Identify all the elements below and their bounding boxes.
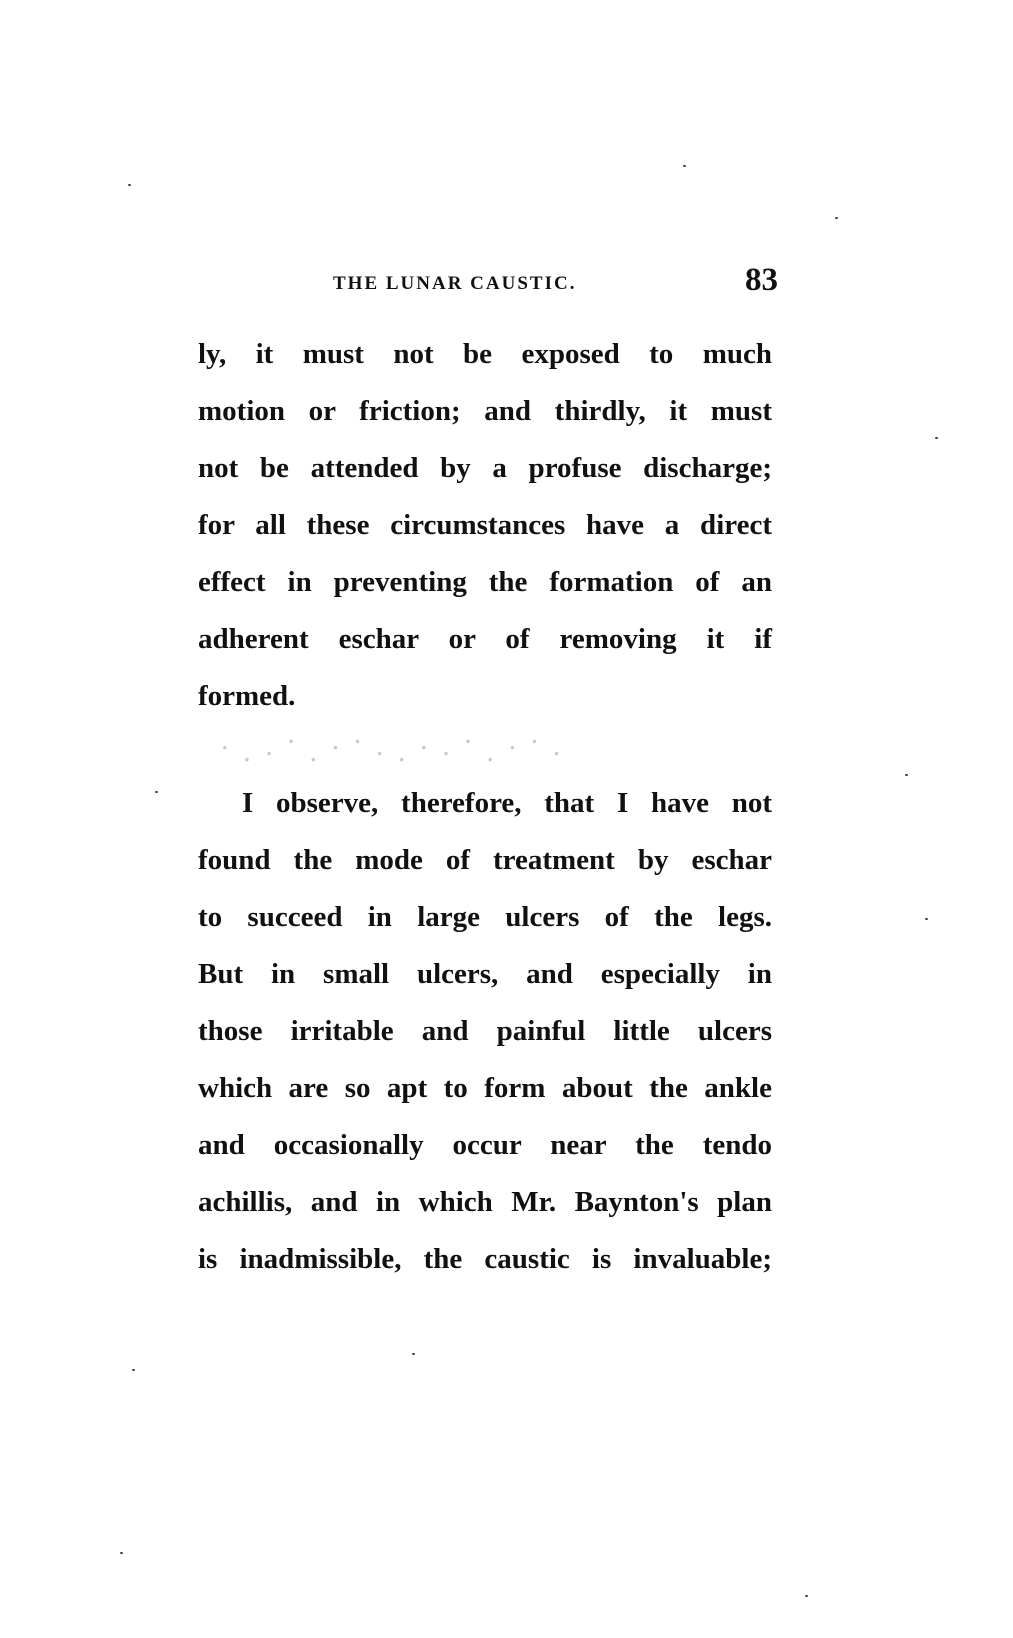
scan-speck	[805, 1595, 808, 1597]
scan-speck	[120, 1552, 123, 1554]
running-title: THE LUNAR CAUSTIC.	[333, 273, 577, 294]
text-line: and occasionally occur near the tendo	[198, 1129, 772, 1161]
text-line: But in small ulcers, and especially in	[198, 958, 772, 990]
text-line: found the mode of treatment by eschar	[198, 844, 772, 876]
text-line: effect in preventing the formation of an	[198, 566, 772, 598]
text-line: motion or friction; and thirdly, it must	[198, 395, 772, 427]
text-line: for all these circumstances have a direct	[198, 509, 772, 541]
page-number: 83	[745, 262, 778, 298]
text-line: to succeed in large ulcers of the legs.	[198, 901, 772, 933]
show-through-bleed: ⠂⡀⠄⠁⡀⠂⠁⠄⡀⠂⠄⠁⡀⠂⠁⠄	[220, 737, 574, 762]
running-head	[198, 262, 783, 302]
text-line: I observe, therefore, that I have not	[242, 787, 772, 819]
scan-speck	[835, 217, 838, 219]
scan-speck	[155, 791, 158, 793]
scan-speck	[935, 437, 938, 439]
scan-speck	[925, 918, 928, 920]
paragraph-1	[198, 326, 772, 725]
text-line: formed.	[198, 680, 296, 712]
paragraph-2	[198, 775, 772, 1288]
scan-speck	[128, 184, 131, 186]
text-line: those irritable and painful little ulcers	[198, 1015, 772, 1047]
scan-speck	[905, 774, 908, 776]
text-line: ly, it must not be exposed to much	[198, 338, 772, 370]
text-line: adherent eschar or of removing it if	[198, 623, 772, 655]
scan-speck	[132, 1369, 135, 1371]
scan-speck	[412, 1353, 415, 1355]
text-line: not be attended by a profuse discharge;	[198, 452, 772, 484]
text-line: which are so apt to form about the ankle	[198, 1072, 772, 1104]
text-line: achillis, and in which Mr. Baynton's plan	[198, 1186, 772, 1218]
scan-speck	[683, 165, 686, 167]
text-line: is inadmissible, the caustic is invaluable;	[198, 1243, 772, 1275]
